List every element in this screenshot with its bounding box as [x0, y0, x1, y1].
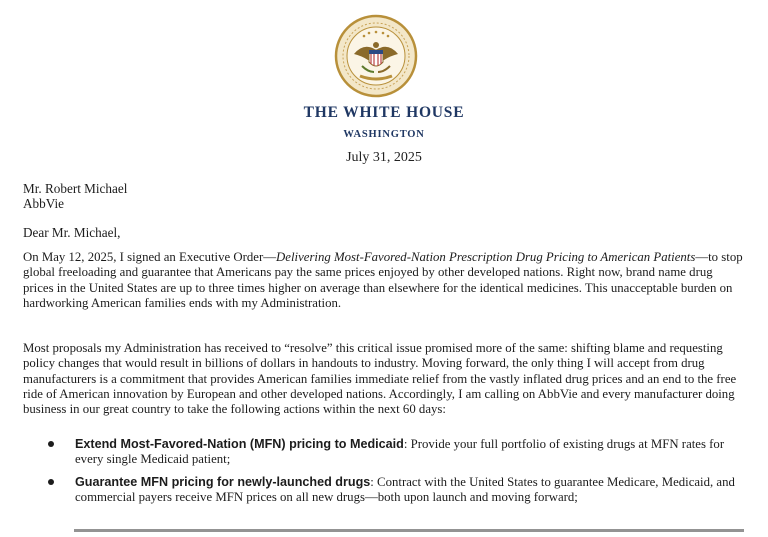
- action-heading: Guarantee MFN pricing for newly-launched drugs: [75, 474, 371, 489]
- letterhead-city: WASHINGTON: [343, 129, 425, 140]
- bullet-icon: [48, 441, 54, 447]
- presidential-seal-icon: [334, 14, 418, 98]
- letter-date: July 31, 2025: [346, 150, 422, 165]
- cropped-text-line: [74, 528, 744, 537]
- paragraph-rest: —to stop global freeloading and guarantee that Americans pay the same prices enjoyed by other developed nations. Right now, brand name drug prices in the United States are up to three times higher on average than elsewhere for the identical medicines. This unacceptable burden on hardworking American families ends with my Administration.: [23, 250, 743, 310]
- executive-order-title: Delivering Most-Favored-Nation Prescription Drug Pricing to American Patients: [276, 250, 696, 264]
- recipient-company: AbbVie: [23, 196, 64, 211]
- salutation: Dear Mr. Michael,: [23, 225, 121, 240]
- action-text: : Provide your full portfolio of existing drugs at MFN rates for every single Medicaid patient;: [75, 437, 725, 467]
- action-list: [48, 437, 748, 512]
- recipient-block: [23, 181, 127, 211]
- letterhead-title: THE WHITE HOUSE: [303, 104, 465, 121]
- action-text: : Contract with the United States to guarantee Medicare, Medicaid, and commercial payers receive MFN prices on all new drugs—both upon launch and moving forward;: [75, 474, 735, 504]
- list-item: [48, 475, 748, 506]
- paragraph-lead: On May 12, 2025, I signed an Executive Order—: [23, 250, 277, 264]
- list-item: [48, 437, 748, 468]
- recipient-name: Mr. Robert Michael: [23, 181, 128, 196]
- action-heading: Extend Most-Favored-Nation (MFN) pricing to Medicaid: [75, 437, 404, 451]
- bullet-icon: [48, 479, 54, 485]
- paragraph-executive-order: [23, 250, 745, 311]
- paragraph-proposals: Most proposals my Administration has received to “resolve” this critical issue promised more of the same: shifting blame and requesting policy changes that would result in billions of dollars in handouts to industry. Moving forward, the only thing I will accept from drug manufacturers is a commitment that provides American families immediate relief from the vastly inflated drug prices and an end to the free ride of American innovation by European and other developed nations. Accordingly, I am calling on AbbVie and every manufacturer doing business in our great country to take the following actions within the next 60 days:: [23, 341, 737, 417]
